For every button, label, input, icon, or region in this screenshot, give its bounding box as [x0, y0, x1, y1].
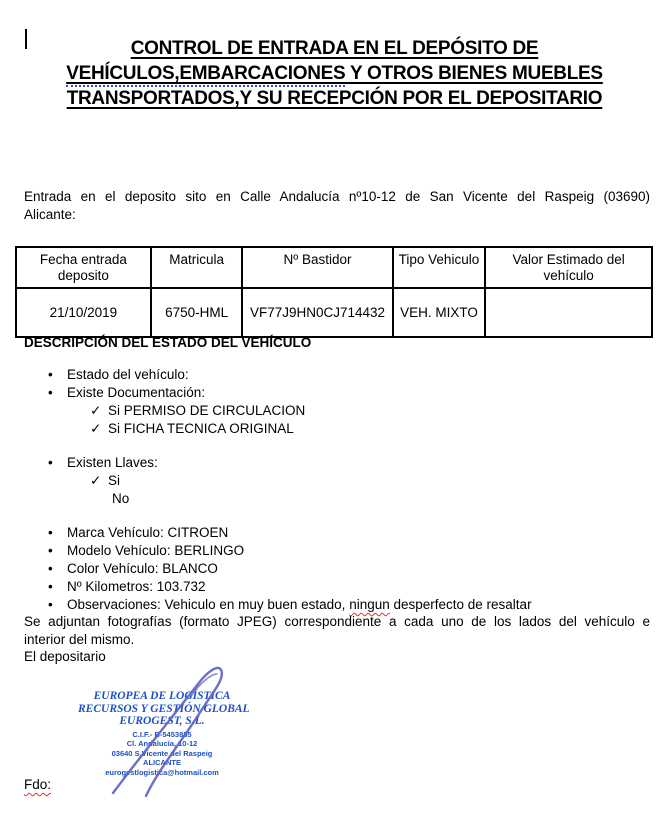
bullet-icon: • — [48, 525, 53, 540]
intro-line-2: Alicante: — [24, 206, 76, 222]
list-item — [0, 578, 640, 596]
bullet-icon: • — [48, 385, 53, 400]
list-item-label: Existen Llaves: — [67, 455, 158, 470]
list-subitem — [0, 490, 640, 508]
list-spacer — [0, 438, 640, 454]
list-item-label: Si FICHA TECNICA ORIGINAL — [108, 421, 294, 436]
observaciones-prefix: Observaciones: Vehiculo en muy buen estado, — [67, 597, 350, 612]
list-subitem — [0, 402, 640, 420]
list-item — [0, 560, 640, 578]
stamp-cif: C.I.F.- B-5453885 — [132, 729, 192, 739]
title-line-2-rest: Y OTROS BIENES MUEBLES — [345, 63, 603, 84]
stamp-company-line-2: RECURSOS Y GESTIÓN GLOBAL — [78, 702, 250, 715]
list-item — [0, 366, 640, 384]
misspelled-word: ningun — [349, 597, 390, 612]
list-item-label: Si PERMISO DE CIRCULACION — [108, 403, 306, 418]
closing-paragraph — [24, 613, 650, 666]
stamp-company-line-3: EUROGEST, S.L. — [119, 715, 205, 727]
stamp-province: ALICANTE — [143, 758, 181, 767]
list-item-observaciones — [0, 596, 640, 614]
list-item-label: Estado del vehículo: — [67, 367, 189, 382]
header-bastidor: Nº Bastidor — [242, 247, 392, 288]
list-item — [0, 524, 640, 542]
company-stamp — [78, 690, 250, 777]
cell-fecha-entrada: 21/10/2019 — [16, 288, 151, 337]
closing-line-1: Se adjuntan fotografías (formato JPEG) correspondiente a cada uno de los lados del vehículo e — [24, 614, 650, 629]
list-subitem — [0, 420, 640, 438]
title-line-2-spellcheck-segment: VEHÍCULOS,EMBARCACIONES — [66, 63, 345, 87]
bullet-icon: • — [48, 367, 53, 382]
intro-paragraph — [24, 188, 650, 223]
list-item-label: Existe Documentación: — [67, 385, 206, 400]
list-item — [0, 454, 640, 472]
list-item-label: Si — [108, 473, 121, 488]
list-item-label: No — [112, 491, 130, 506]
title-line-2 — [0, 61, 669, 86]
list-item-label: Color Vehículo: BLANCO — [67, 561, 218, 576]
stamp-address: Cl. Andalucía, 10-12 — [126, 739, 198, 748]
bullet-icon: • — [48, 543, 53, 558]
fdo-text: Fdo: — [24, 777, 52, 792]
title-line-1: CONTROL DE ENTRADA EN EL DEPÓSITO DE — [130, 38, 539, 59]
signature-label — [24, 777, 51, 792]
bullet-icon: • — [48, 561, 53, 576]
cell-valor-estimado — [485, 288, 652, 337]
vehicle-state-list — [0, 366, 640, 614]
list-item-label: Nº Kilometros: 103.732 — [67, 579, 206, 594]
list-item — [0, 542, 640, 560]
cell-bastidor: VF77J9HN0CJ714432 — [242, 288, 392, 337]
table-row — [16, 288, 652, 337]
header-valor-estimado: Valor Estimado del vehículo — [485, 247, 652, 288]
check-icon: ✓ — [90, 403, 102, 418]
cell-tipo-vehiculo: VEH. MIXTO — [393, 288, 486, 337]
list-item-label: Marca Vehículo: CITROEN — [67, 525, 229, 540]
list-spacer — [0, 508, 640, 524]
stamp-company-line-1: EUROPEA DE LOGÍSTICA — [93, 690, 231, 702]
bullet-icon: • — [48, 597, 53, 612]
deposit-entry-table — [15, 246, 653, 338]
stamp-email: eurogestlogistica@hotmail.com — [105, 767, 219, 777]
bullet-icon: • — [48, 455, 53, 470]
header-tipo-vehiculo: Tipo Vehiculo — [393, 247, 486, 288]
intro-line-1: Entrada en el deposito sito en Calle Andalucía nº10-12 de San Vicente del Raspeig (03690) — [24, 189, 650, 204]
bullet-icon: • — [48, 579, 53, 594]
description-heading: DESCRIPCIÓN DEL ESTADO DEL VEHÍCULO — [24, 335, 312, 350]
header-fecha-entrada: Fecha entrada deposito — [16, 247, 151, 288]
closing-line-2: interior del mismo. — [24, 631, 135, 647]
list-item — [0, 384, 640, 402]
title-line-3: TRANSPORTADOS,Y SU RECEPCIÓN POR EL DEPOSITARIO — [66, 88, 603, 109]
stamp-city: 03640 S.Vicente del Raspeig — [111, 748, 213, 758]
cell-matricula: 6750-HML — [151, 288, 243, 337]
document-title — [0, 36, 669, 111]
depositary-line: El depositario — [24, 649, 106, 664]
table-header-row — [16, 247, 652, 288]
check-icon: ✓ — [90, 421, 102, 436]
observaciones-suffix: desperfecto de resaltar — [389, 597, 532, 612]
list-subitem — [0, 472, 640, 490]
check-icon: ✓ — [90, 473, 102, 488]
list-item-label: Modelo Vehículo: BERLINGO — [67, 543, 245, 558]
header-matricula: Matricula — [151, 247, 243, 288]
